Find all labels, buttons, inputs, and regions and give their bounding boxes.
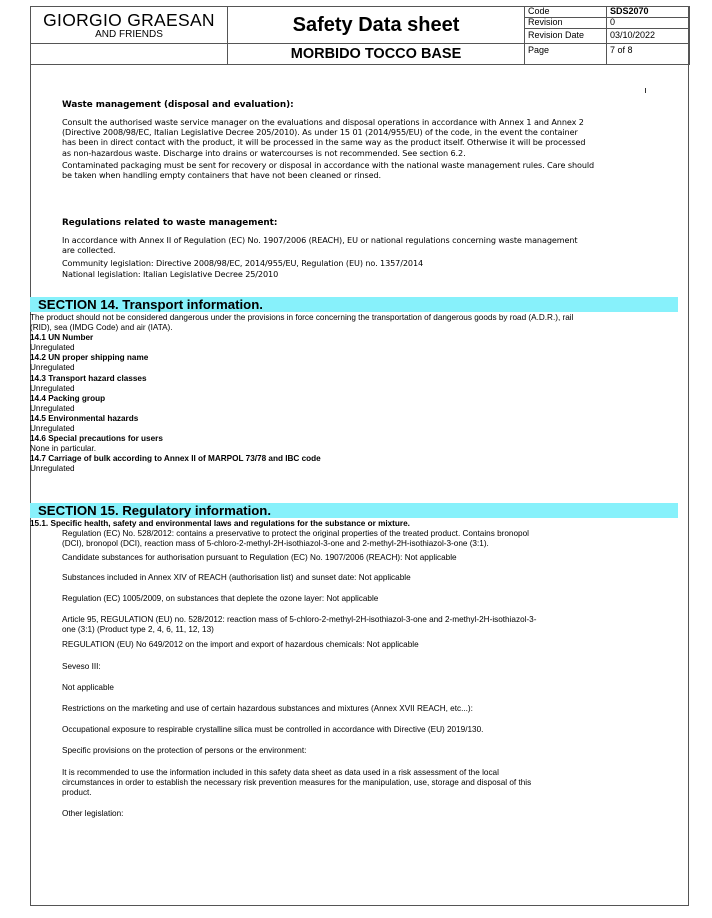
reg-paragraph: Candidate substances for authorisation pursuant to Regulation (EC) No. 1907/2006 (REACH): Not applicable — [62, 553, 457, 563]
packing-group-value: Unregulated — [30, 403, 75, 413]
legislation-line: National legislation: Italian Legislative Decree 25/2010 — [62, 268, 279, 279]
hazard-classes-value: Unregulated — [30, 383, 75, 393]
bulk-carriage-value: Unregulated — [30, 464, 75, 474]
document-title: Safety Data sheet — [228, 7, 525, 44]
waste-line: as non-hazardous waste. Discharge into drains or watercourses is not recommended. See section 6.2. — [62, 147, 466, 158]
reg-line: one (3:1) (Product type 2, 4, 6, 11, 12, 13) — [62, 625, 214, 635]
reg-paragraph: Occupational exposure to respirable crystalline silica must be controlled in accordance with Directive (EU) 2019/130. — [62, 725, 484, 735]
waste-heading: Waste management (disposal and evaluation): — [62, 100, 294, 110]
section-15-subheading: 15.1. Specific health, safety and environmental laws and regulations for the substance or mixture. — [30, 519, 410, 528]
waste-line: Consult the authorised waste service manager on the evaluations and disposal operations in accordance with Annex 1 and Annex 2 — [62, 117, 584, 127]
product-name: MORBIDO TOCCO BASE — [228, 44, 525, 65]
waste-regulations-block — [62, 218, 662, 279]
code-value: SDS2070 — [607, 7, 690, 18]
reg-paragraph: Other legislation: — [62, 809, 124, 819]
regulations-heading: Regulations related to waste management: — [62, 218, 278, 228]
reg-paragraph: Regulation (EC) 1005/2009, on substances that deplete the ozone layer: Not applicable — [62, 593, 379, 603]
reg-paragraph — [62, 615, 662, 635]
legislation-line: Community legislation: Directive 2008/98/EC, 2014/955/EU, Regulation (EU) no. 1357/2014 — [62, 258, 424, 269]
reg-line: (DCI), bronopol (DCI), reaction mass of 5-chloro-2-methyl-2H-isothiazol-3-one and 2-methyl-2H-isothiazol-3-one (3:1). — [62, 539, 489, 549]
revision-date-value: 03/10/2022 — [607, 28, 690, 43]
reg-line: It is recommended to use the information included in this safety data sheet as data used in a risk assessment of the local — [62, 767, 499, 777]
shipping-name-value: Unregulated — [30, 363, 75, 373]
waste-line: (Directive 2008/98/EC, Italian Legislative Decree 205/2010). As under 15 01 (2014/955/EU) of the code, in the event the container — [62, 127, 578, 138]
reg-line: Article 95, REGULATION (EU) no. 528/2012: reaction mass of 5-chloro-2-methyl-2H-isothiazol-3-one and 2-methyl-2H-isothiazol-3- — [62, 615, 537, 625]
transport-intro-line: The product should not be considered dangerous under the provisions in force concerning the transportation of dangerous goods by road (A.D.R.), rail — [30, 313, 574, 322]
reg-line: circumstances in order to establish the necessary risk prevention measures for the manipulation, use, storage and disposal of this — [62, 777, 532, 787]
reg-paragraph — [62, 529, 662, 549]
company-cell — [31, 7, 228, 44]
regulations-line: are collected. — [62, 245, 116, 256]
company-subtitle: AND FRIENDS — [95, 29, 163, 40]
page-label: Page — [525, 44, 607, 65]
revision-value: 0 — [607, 17, 690, 28]
section-14-body — [30, 313, 688, 475]
reg-paragraph: REGULATION (EU) No 649/2012 on the import and export of hazardous chemicals: Not applicable — [62, 640, 419, 650]
transport-intro-line: (RID), sea (IMDG Code) and air (IATA). — [30, 323, 173, 333]
packaging-line: Contaminated packaging must be sent for recovery or disposal in accordance with the national waste management rules. Care should — [62, 159, 595, 170]
shipping-name-label: 14.2 UN proper shipping name — [30, 353, 149, 363]
company-cell-bottom — [31, 44, 228, 65]
section-15-body — [62, 529, 662, 819]
section-14-heading: SECTION 14. Transport information. — [30, 297, 678, 312]
reg-paragraph — [62, 768, 662, 799]
reg-paragraph: Restrictions on the marketing and use of certain hazardous substances and mixtures (Annex XVII REACH, etc...): — [62, 704, 473, 714]
reg-line: product. — [62, 788, 92, 798]
section-15-heading: SECTION 15. Regulatory information. — [30, 503, 678, 518]
reg-paragraph: Seveso III: — [62, 661, 101, 671]
packing-group-label: 14.4 Packing group — [30, 393, 106, 403]
company-name: GIORGIO GRAESAN — [43, 10, 215, 30]
un-number-label: 14.1 UN Number — [30, 333, 94, 343]
reg-paragraph: Specific provisions on the protection of persons or the environment: — [62, 746, 307, 756]
revision-label: Revision — [525, 17, 607, 28]
revision-date-label: Revision Date — [525, 28, 607, 43]
special-precautions-label: 14.6 Special precautions for users — [30, 434, 163, 444]
environmental-hazards-label: 14.5 Environmental hazards — [30, 413, 139, 423]
un-number-value: Unregulated — [30, 343, 75, 353]
bulk-carriage-label: 14.7 Carriage of bulk according to Annex II of MARPOL 73/78 and IBC code — [30, 454, 321, 464]
reg-paragraph: Substances included in Annex XIV of REACH (authorisation list) and sunset date: Not applicable — [62, 572, 411, 582]
hazard-classes-label: 14.3 Transport hazard classes — [30, 373, 147, 383]
waste-line: has been in direct contact with the product, it will be processed in the same way as the product itself. Otherwise it will be processed — [62, 137, 586, 148]
regulations-line: In accordance with Annex II of Regulation (EC) No. 1907/2006 (REACH), EU or national regulations concerning waste management — [62, 235, 578, 245]
document-header — [30, 6, 690, 65]
page-value: 7 of 8 — [607, 44, 690, 65]
packaging-line: be taken when handling empty containers that have not been cleaned or rinsed. — [62, 170, 381, 181]
margin-mark — [645, 88, 646, 93]
code-label: Code — [525, 7, 607, 18]
reg-line: Regulation (EC) No. 528/2012: contains a preservative to protect the original properties of the treated product. Contains bronopol — [62, 529, 529, 538]
reg-paragraph: Not applicable — [62, 682, 114, 692]
special-precautions-value: None in particular. — [30, 444, 96, 454]
waste-management-block — [62, 100, 662, 180]
environmental-hazards-value: Unregulated — [30, 424, 75, 434]
